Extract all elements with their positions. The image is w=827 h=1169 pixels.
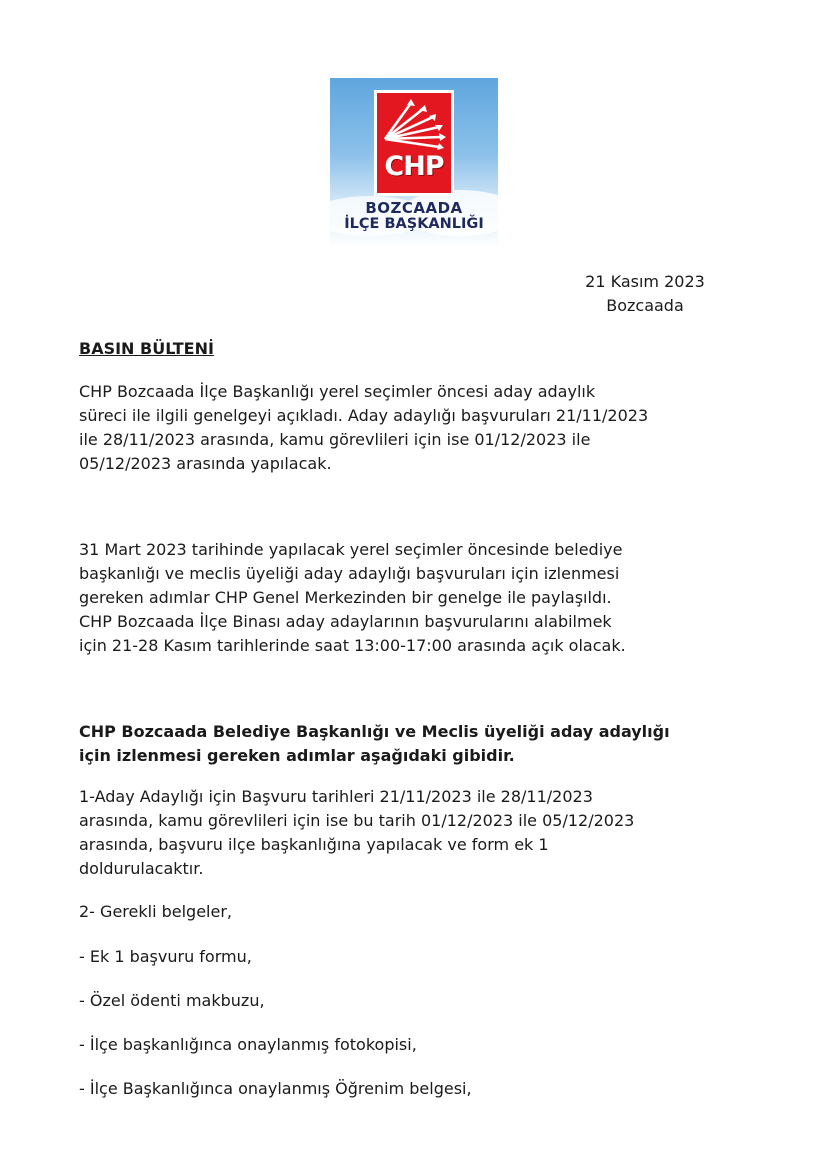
chp-bozcaada-logo	[330, 78, 498, 248]
list-item: - Özel ödenti makbuzu,	[79, 991, 265, 1010]
list-item: - İlçe Başkanlığınca onaylanmış Öğrenim belgesi,	[79, 1079, 472, 1098]
list-item: - Ek 1 başvuru formu,	[79, 947, 252, 966]
list-item: - İlçe başkanlığınca onaylanmış fotokopisi,	[79, 1035, 417, 1054]
logo-line-2: İLÇE BAŞKANLIĞI	[344, 216, 484, 232]
logo-line-1: BOZCAADA	[365, 199, 463, 217]
paragraph-details: 31 Mart 2023 tarihinde yapılacak yerel seçimler öncesinde belediye başkanlığı ve meclis üyeliği aday adaylığı başvuruları için izlenmesi gereken adımlar CHP Genel Merkezinden bir genelge ile paylaşıldı. CHP Bozcaada İlçe Binası aday adaylarının başvurularını alabilmek için 21-28 Kasım tarihlerinde saat 13:00-17:00 arasında açık olacak.	[79, 540, 626, 655]
six-arrows-icon	[377, 95, 451, 151]
logo-brand-text: CHP	[384, 151, 444, 182]
press-release-title: BASIN BÜLTENİ	[79, 339, 214, 358]
location-text: Bozcaada	[606, 296, 684, 315]
paragraph-intro: CHP Bozcaada İlçe Başkanlığı yerel seçimler öncesi aday adaylık süreci ile ilgili genelgeyi açıkladı. Aday adaylığı başvuruları 21/11/2023 ile 28/11/2023 arasında, kamu görevlileri için ise 01/12/2023 ile 05/12/2023 arasında yapılacak.	[79, 382, 649, 473]
date-block	[560, 270, 730, 318]
list-item: 2- Gerekli belgeler,	[79, 902, 232, 921]
step-1-paragraph: 1-Aday Adaylığı için Başvuru tarihleri 21/11/2023 ile 28/11/2023 arasında, kamu görevlileri için ise bu tarih 01/12/2023 ile 05/12/2023 arasında, başvuru ilçe başkanlığına yapılacak ve form ek 1 doldurulacaktır.	[79, 787, 635, 878]
logo-red-emblem	[374, 90, 454, 196]
date-text: 21 Kasım 2023	[585, 272, 705, 291]
steps-heading: CHP Bozcaada Belediye Başkanlığı ve Meclis üyeliği aday adaylığı için izlenmesi gereken adımlar aşağıdaki gibidir.	[79, 722, 670, 765]
